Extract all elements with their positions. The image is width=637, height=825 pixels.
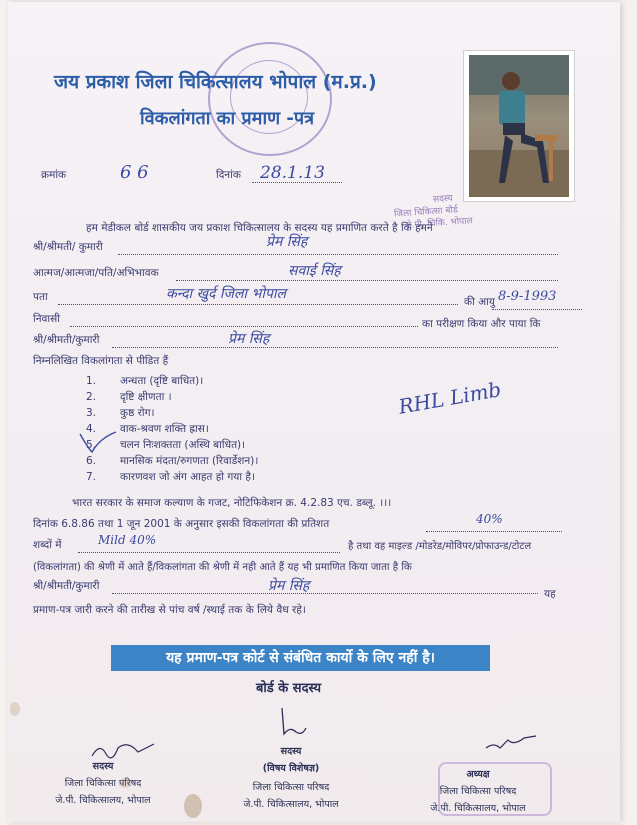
name-value: प्रेम सिंह — [266, 234, 308, 250]
diagnosis-note: RHL Limb — [396, 377, 503, 419]
disability-item: 1. अन्धता (दृष्टि बाधित)। — [86, 375, 204, 387]
signatory-role2: (विषय विशेषज्ञ) — [262, 763, 320, 774]
age-label: की आयु — [464, 296, 495, 308]
guardian-label: आत्मज/आत्मजा/पति/अभिभावक — [33, 267, 159, 279]
court-disclaimer-banner: यह प्रमाण-पत्र कोर्ट से संबंधित कार्यो के लिए नहीं है। — [111, 645, 490, 671]
signature-3 — [484, 726, 544, 756]
serial-value: 6 6 — [120, 162, 149, 183]
hospital-title: जय प्रकाश जिला चिकित्सालय भोपाल (म.प्र.) — [54, 71, 377, 93]
tick-mark — [78, 430, 118, 454]
name3-suffix: यह — [544, 588, 556, 600]
name-label: श्री/श्रीमती/ कुमारी — [33, 241, 103, 253]
disability-intro: निम्नलिखित विकलांगता से पीडित हैं — [33, 355, 169, 367]
signatory-member-2 — [226, 744, 356, 810]
stain — [184, 794, 202, 818]
signature-2 — [272, 704, 312, 744]
guardian-value: सवाई सिंह — [288, 263, 341, 279]
words-label: शब्दों में — [33, 539, 62, 551]
signatory-line1: जिला चिकित्सा परिषद — [64, 778, 142, 789]
chairman-stamp — [438, 762, 552, 816]
signatory-line1: जिला चिकित्सा परिषद — [252, 782, 330, 793]
signatory-line1: जिला चिकित्सा परिषद — [439, 786, 517, 797]
date-value: 28.1.13 — [260, 163, 325, 183]
signatory-role: सदस्य — [92, 761, 114, 772]
applicant-photo — [463, 50, 575, 202]
category-line1: है तथा वह माइल्ड /मोडरेड/मोविपर/प्रोफाउन्ड/टोटल — [348, 541, 532, 552]
certificate-title: विकलांगता का प्रमाण -पत्र — [140, 108, 315, 129]
board-stamp: सदस्य जिला चिकित्सा बोर्ड जे.पी. चिकि. भोपाल — [393, 193, 474, 231]
disability-item: 3. कुष्ठ रोग। — [86, 407, 155, 419]
disability-item-selected: 5. चलन निःशक्तता (अस्थि बाधित)। — [86, 438, 258, 454]
name2-value: प्रेम सिंह — [228, 331, 270, 347]
stain — [118, 778, 132, 788]
board-heading: बोर्ड के सदस्य — [256, 681, 322, 696]
disability-list — [86, 374, 258, 486]
disability-item: 6. मानसिक मंदता/रुगणता (रिवार्डेशन)। — [86, 455, 259, 467]
certificate-paper — [8, 2, 620, 822]
address-label: पता — [33, 291, 48, 303]
intro-text: हम मेडीकल बोर्ड शासकीय जय प्रकाश चिकित्सालय के सदस्य यह प्रमाणित करते है कि हमने — [86, 222, 433, 234]
words-value: Mild 40% — [98, 533, 157, 547]
signatory-role: अध्यक्ष — [466, 769, 490, 780]
age-value: 8-9-1993 — [498, 289, 557, 304]
address-value: कन्दा खुर्द जिला भोपाल — [166, 286, 287, 302]
name2-label: श्री/श्रीमती/कुमारी — [33, 334, 100, 346]
date-label: दिनांक — [216, 169, 241, 181]
validity-line: प्रमाण-पत्र जारी करने की तारीख से पांच वर्ष /स्थाई तक के लिये वैध रहे। — [33, 604, 306, 616]
signatory-line2: जे.पी. चिकित्सालय, भोपाल — [243, 799, 339, 810]
stain — [10, 702, 20, 716]
disability-item: 7. कारणवश जो अंग आहत हो गया है। — [86, 471, 255, 483]
percent-value: 40% — [476, 512, 503, 526]
resident-label: निवासी — [33, 313, 60, 325]
gazette-line: भारत सरकार के समाज कल्याण के गजट, नोटिफिकेशन क्र. 4.2.83 एच. डब्लू. ।।। — [72, 497, 392, 509]
signatory-member-1 — [48, 759, 158, 806]
name3-label: श्री/श्रीमती/कुमारी — [33, 580, 100, 592]
serial-label: क्रमांक — [41, 169, 67, 181]
disability-item: 2. दृष्टि क्षीणता । — [86, 391, 172, 403]
percent-line: दिनांक 6.8.86 तथा 1 जून 2001 के अनुसार इसकी विकलांगता की प्रतिशत — [33, 518, 330, 530]
signatory-line2: जे.पी. चिकित्सालय, भोपाल — [55, 795, 151, 806]
name3-value: प्रेम सिंह — [268, 578, 310, 594]
signatory-role: सदस्य — [280, 746, 302, 757]
exam-text: का परीक्षण किया और पाया कि — [422, 318, 541, 330]
signatory-line2: जे.पी. चिकित्सालय, भोपाल — [430, 803, 526, 814]
category-line2: (विकलांगता) की श्रेणी में आते हैं/विकलांगता की श्रेणी में नही आते हैं यह भी प्रमाणित किया जाता है कि — [33, 562, 412, 573]
disability-item: 4. वाक-श्रवण शक्ति ह्रास। — [86, 423, 209, 435]
